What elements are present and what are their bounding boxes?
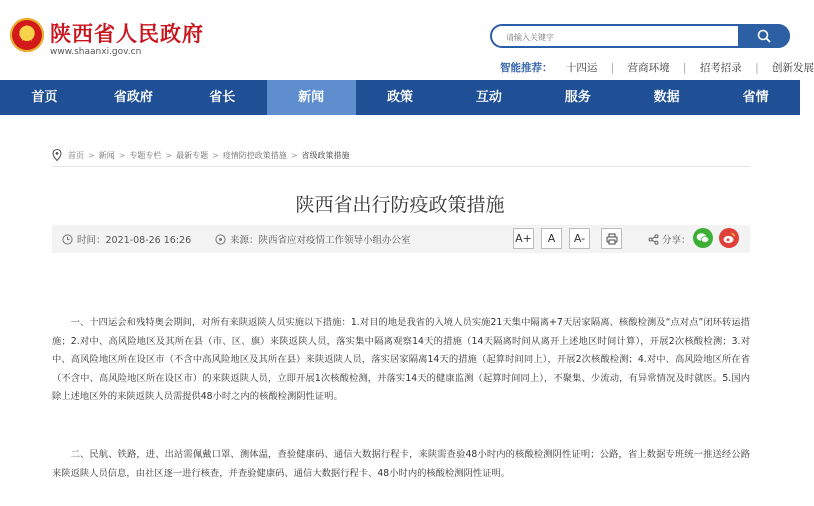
- nav-item-province[interactable]: 省情: [742, 90, 769, 105]
- weibo-share-button[interactable]: [719, 228, 739, 248]
- breadcrumb-news[interactable]: 新闻: [98, 150, 115, 160]
- nav-item-governor[interactable]: 省长: [209, 90, 236, 105]
- smart-item-innovation[interactable]: 创新发展: [772, 62, 814, 74]
- article-paragraph-2: [52, 446, 750, 483]
- site-title[interactable]: 陕西省人民政府: [50, 22, 204, 46]
- print-button[interactable]: [601, 228, 622, 249]
- location-pin-icon: [52, 149, 62, 161]
- nav-item-interaction[interactable]: 互动: [475, 90, 502, 105]
- smart-label: 智能推荐：: [500, 62, 553, 74]
- paragraph-text: 二、民航、铁路，进、出站需佩戴口罩、测体温，查验健康码、通信大数据行程卡，来陕需查验48小时内的核酸检测阴性证明；公路，省上数据专班统一推送经公路来陕返陕人员信息，由社区逐一进行核查，并查验健康码、通信大数据行程卡、48小时内的核酸检测阴性证明。: [52, 449, 750, 479]
- breadcrumb-provincial-policy[interactable]: 省级政策措施: [301, 150, 350, 160]
- search-button[interactable]: [738, 24, 790, 48]
- article-paragraph-1: [52, 314, 750, 407]
- smart-item-recruit[interactable]: 招考招录: [699, 62, 742, 74]
- nav-item-news[interactable]: 新闻: [267, 80, 356, 115]
- breadcrumb-special-column[interactable]: 专题专栏: [129, 150, 162, 160]
- wechat-share-button[interactable]: [693, 228, 713, 248]
- nav-item-government[interactable]: 省政府: [113, 90, 153, 105]
- national-emblem-icon: [10, 18, 44, 52]
- source-icon: [215, 234, 226, 245]
- smart-item-shisiyun[interactable]: 十四运: [565, 62, 598, 74]
- article-source: [215, 232, 411, 246]
- site-domain: www.shaanxi.gov.cn: [50, 47, 142, 57]
- breadcrumb-home[interactable]: 首页: [68, 150, 84, 160]
- clock-icon: [62, 234, 73, 245]
- print-icon: [606, 233, 618, 245]
- font-smaller-button[interactable]: A-: [569, 228, 590, 249]
- font-normal-button[interactable]: A: [541, 228, 562, 249]
- publish-time: [62, 232, 191, 246]
- share-label: 分享：: [648, 232, 691, 246]
- weibo-icon: [719, 228, 739, 248]
- site-header: [0, 0, 814, 80]
- breadcrumb-latest-topic[interactable]: 最新专题: [176, 150, 209, 160]
- breadcrumb-divider: [52, 166, 750, 167]
- paragraph-text: 一、十四运会和残特奥会期间，对所有来陕返陕人员实施以下措施：1.对目的地是我省的入境人员实施21天集中隔离+7天居家隔离、核酸检测及“点对点”闭环转运措施；2.对中、高风险地区及其所在县（市、区、旗）来陕返陕人员，落实集中隔离观察14天的措施（14天隔离时间从离开上述地区时间计算），开展2次核酸检测；3.对中、高风险地区所在设区市（不含中高风险地区及其所在县）来陕返陕人员，落实居家隔离14天的措施（起算时间同上），开展2次核酸检测；4.对中、高风险地区所在省（不含中、高风险地区所在设区市）的来陕返陕人员，立即开展1次核酸检测，并落实14天的健康监测（起算时间同上），不聚集、少流动，有异常情况及时就医。5.国内除上述地区外的来陕返陕人员需提供48小时之内的核酸检测阴性证明。: [52, 317, 750, 402]
- main-nav: [0, 80, 800, 115]
- nav-item-service[interactable]: 服务: [564, 90, 591, 105]
- breadcrumb: 首页 > 新闻 > 专题专栏 > 最新专题 > 疫情防控政策措施 > 省级政策措施: [52, 149, 350, 161]
- search-icon: [757, 29, 771, 43]
- breadcrumb-epidemic-policy[interactable]: 疫情防控政策措施: [222, 150, 287, 160]
- font-larger-button[interactable]: A+: [513, 228, 534, 249]
- article-source-text: 来源：陕西省应对疫情工作领导小组办公室: [230, 235, 411, 246]
- nav-item-data[interactable]: 数据: [653, 90, 680, 105]
- article-meta-bar: [52, 225, 750, 253]
- wechat-icon: [693, 228, 713, 248]
- nav-item-policy[interactable]: 政策: [387, 90, 414, 105]
- article-title: 陕西省出行防疫政策措施: [295, 194, 505, 216]
- smart-item-business[interactable]: 营商环境: [627, 62, 670, 74]
- search-input[interactable]: [504, 29, 728, 45]
- smart-recommend: 智能推荐： 十四运 | 营商环境 | 招考招录 | 创新发展: [500, 62, 814, 74]
- share-icon: [648, 234, 659, 245]
- nav-item-home[interactable]: 首页: [31, 90, 58, 105]
- publish-time-text: 时间：2021-08-26 16:26: [77, 235, 192, 246]
- search-box: [490, 24, 790, 48]
